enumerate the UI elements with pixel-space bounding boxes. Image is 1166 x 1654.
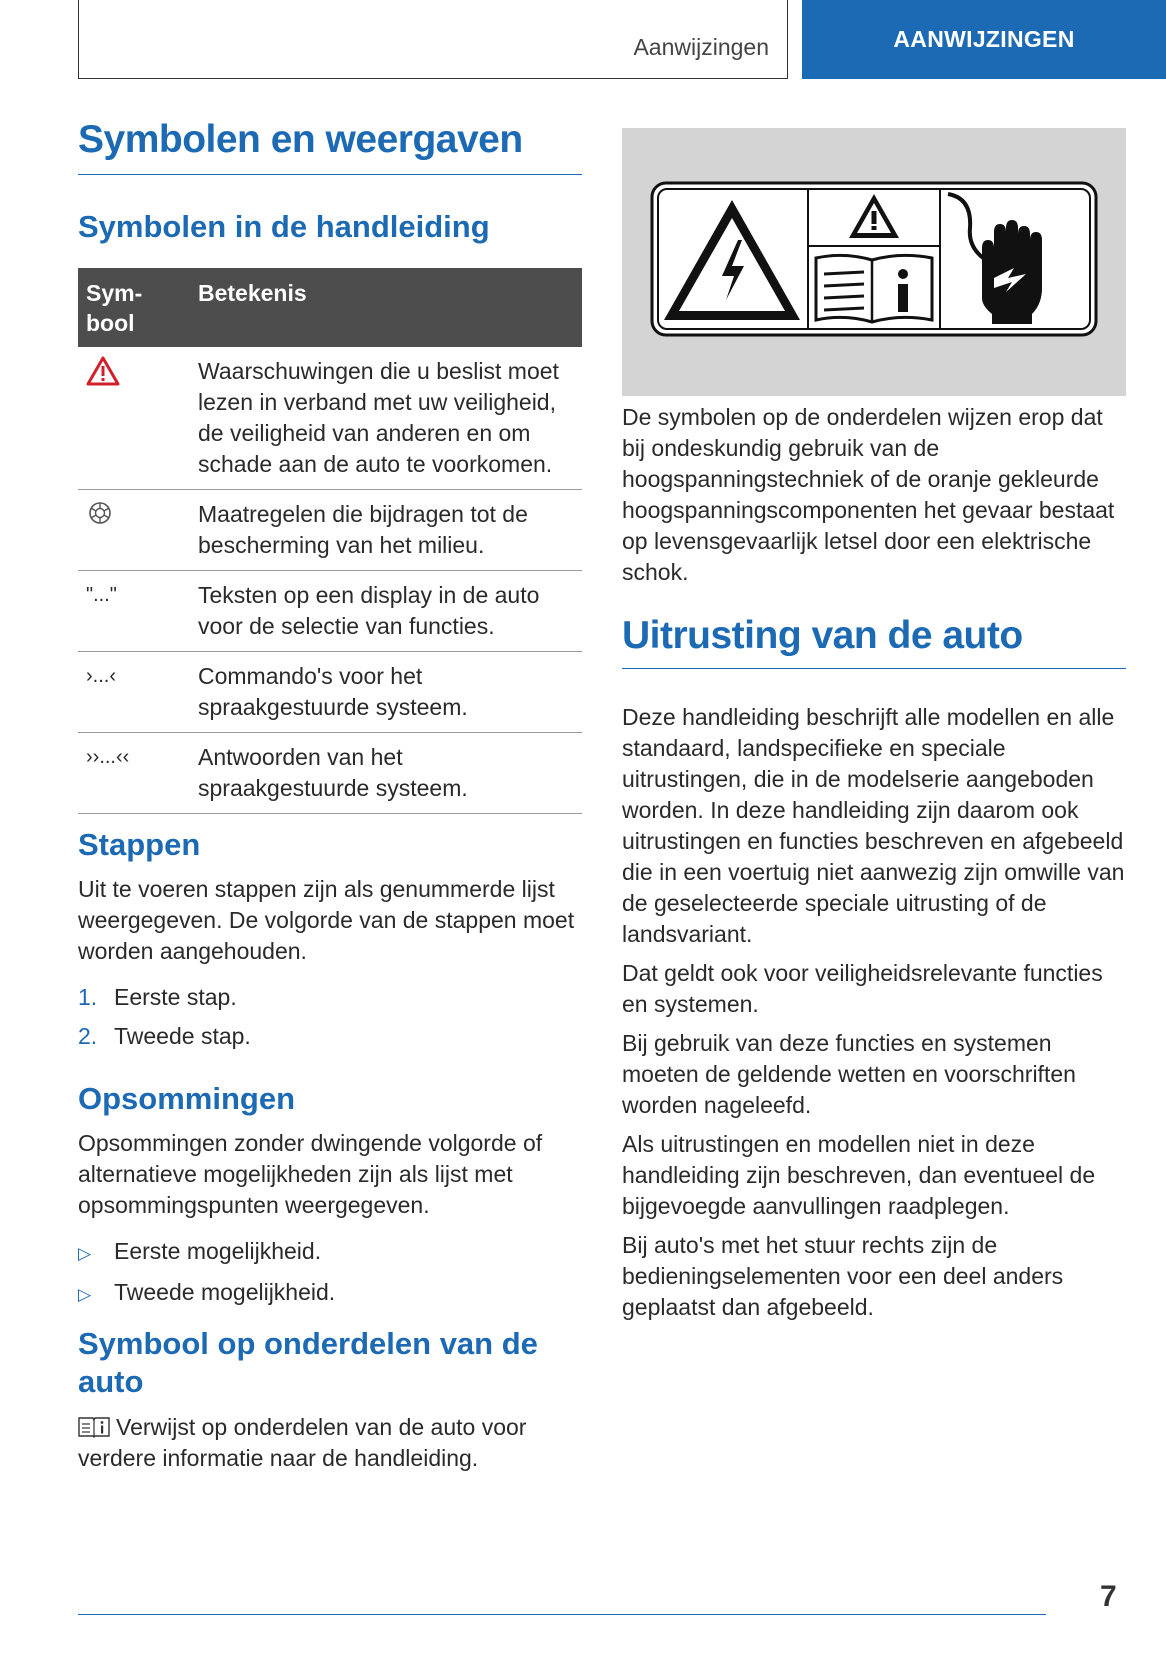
step-number: 2. [78, 1023, 98, 1049]
triangle-bullet-icon: ▷ [78, 1244, 92, 1263]
footer-rule [78, 1614, 1046, 1615]
table-header-row [78, 268, 582, 347]
equipment-body [622, 702, 1126, 1323]
equipment-title-block [622, 614, 1126, 669]
table-cell-meaning: Teksten op een display in de auto voor de selectie van functies. [190, 571, 582, 652]
table-cell-meaning: Waarschuwingen die u beslist moet lezen in verband met uw veiligheid, de veiligheid van anderen en om schade aan de auto te voorkomen. [190, 347, 582, 490]
table-cell-meaning: Commando's voor het spraakgestuurde systeem. [190, 652, 582, 733]
parts-symbol-text: Verwijst op onderdelen van de auto voor verdere informatie naar de handleiding. [78, 1414, 527, 1471]
table-cell-symbol: "..." [78, 571, 190, 652]
figure-caption: De symbolen op de onderdelen wijzen erop dat bij ondeskundig gebruik van de hoogspanningstechniek of de oranje gekleurde hoogspanningscomponenten het gevaar bestaat op levensgevaarlijk letsel door een elektrische schok. [622, 404, 1115, 585]
table-cell-meaning: Antwoorden van het spraakgestuurde systeem. [190, 733, 582, 814]
header-section-label: Aanwijzingen [633, 34, 769, 60]
high-voltage-figure [622, 128, 1126, 396]
parts-symbol-heading: Symbool op onderdelen van de auto [78, 1326, 538, 1399]
step-label: Eerste stap. [114, 984, 237, 1010]
page-title-block [78, 118, 582, 175]
equipment-paragraph: Dat geldt ook voor veiligheidsrelevante functies en systemen. [622, 960, 1103, 1017]
header-tab[interactable]: AANWIJZINGEN [802, 0, 1166, 79]
table-row [78, 347, 582, 490]
equipment-paragraph: Deze handleiding beschrijft alle modellen en alle standaard, landspecifieke en speciale uitrustingen, die in de modelserie aangeboden worden. In deze handleiding zijn daarom ook uitrustingen en functies beschreven en afgebeeld die in een voertuig niet aanwezig zijn omwille van de geselecteerde speciale uitrusting of de landsvariant. [622, 704, 1125, 947]
triangle-bullet-icon: ▷ [78, 1285, 92, 1304]
bullet-label: Eerste mogelijkheid. [114, 1238, 322, 1264]
table-cell-meaning: Maatregelen die bijdragen tot de bescherming van het milieu. [190, 490, 582, 571]
steps-list [78, 982, 251, 1060]
manual-book-icon [78, 1416, 110, 1438]
list-item [78, 1236, 335, 1269]
equipment-paragraph: Als uitrustingen en modellen niet in deze handleiding zijn beschreven, dan eventueel de bijgevoegde aanvullingen raadplegen. [622, 1131, 1096, 1219]
equipment-paragraph: Bij auto's met het stuur rechts zijn de bedieningselementen voor een deel anders geplaatst dan afgebeeld. [622, 1232, 1064, 1320]
list-item [78, 1021, 251, 1052]
environment-icon [86, 499, 114, 527]
page-number: 7 [1100, 1580, 1117, 1613]
table-row [78, 652, 582, 733]
table-cell-symbol: ›...‹ [78, 652, 190, 733]
table-row [78, 733, 582, 814]
steps-heading: Stappen [78, 827, 201, 862]
warning-triangle-icon [86, 356, 120, 386]
steps-text: Uit te voeren stappen zijn als genummerde lijst weergegeven. De volgorde van de stappen moet worden aangehouden. [78, 876, 575, 964]
page-title: Symbolen en weergaven [78, 118, 523, 161]
table-row [78, 490, 582, 571]
step-number: 1. [78, 984, 98, 1010]
table-cell-symbol: ››...‹‹ [78, 733, 190, 814]
table-row [78, 571, 582, 652]
subtitle-symbols: Symbolen in de handleiding [78, 209, 490, 244]
table-header-symbol: Sym- bool [78, 268, 190, 347]
bullet-label: Tweede mogelijkheid. [114, 1279, 336, 1305]
list-item [78, 982, 251, 1013]
step-label: Tweede stap. [114, 1023, 251, 1049]
equipment-heading: Uitrusting van de auto [622, 614, 1023, 657]
lists-text: Opsommingen zonder dwingende volgorde of alternatieve mogelijkheden zijn als lijst met opsommingspunten weergegeven. [78, 1130, 543, 1218]
list-item [78, 1277, 335, 1310]
equipment-paragraph: Bij gebruik van deze functies en systemen moeten de geldende wetten en voorschriften worden nageleefd. [622, 1030, 1076, 1118]
table-header-meaning: Betekenis [190, 268, 582, 347]
header-box [78, 0, 788, 79]
parts-symbol-paragraph [78, 1412, 582, 1474]
lists-heading: Opsommingen [78, 1081, 296, 1116]
symbol-table [78, 268, 582, 814]
bullets-list [78, 1236, 335, 1318]
high-voltage-warning-icon [622, 128, 1126, 396]
